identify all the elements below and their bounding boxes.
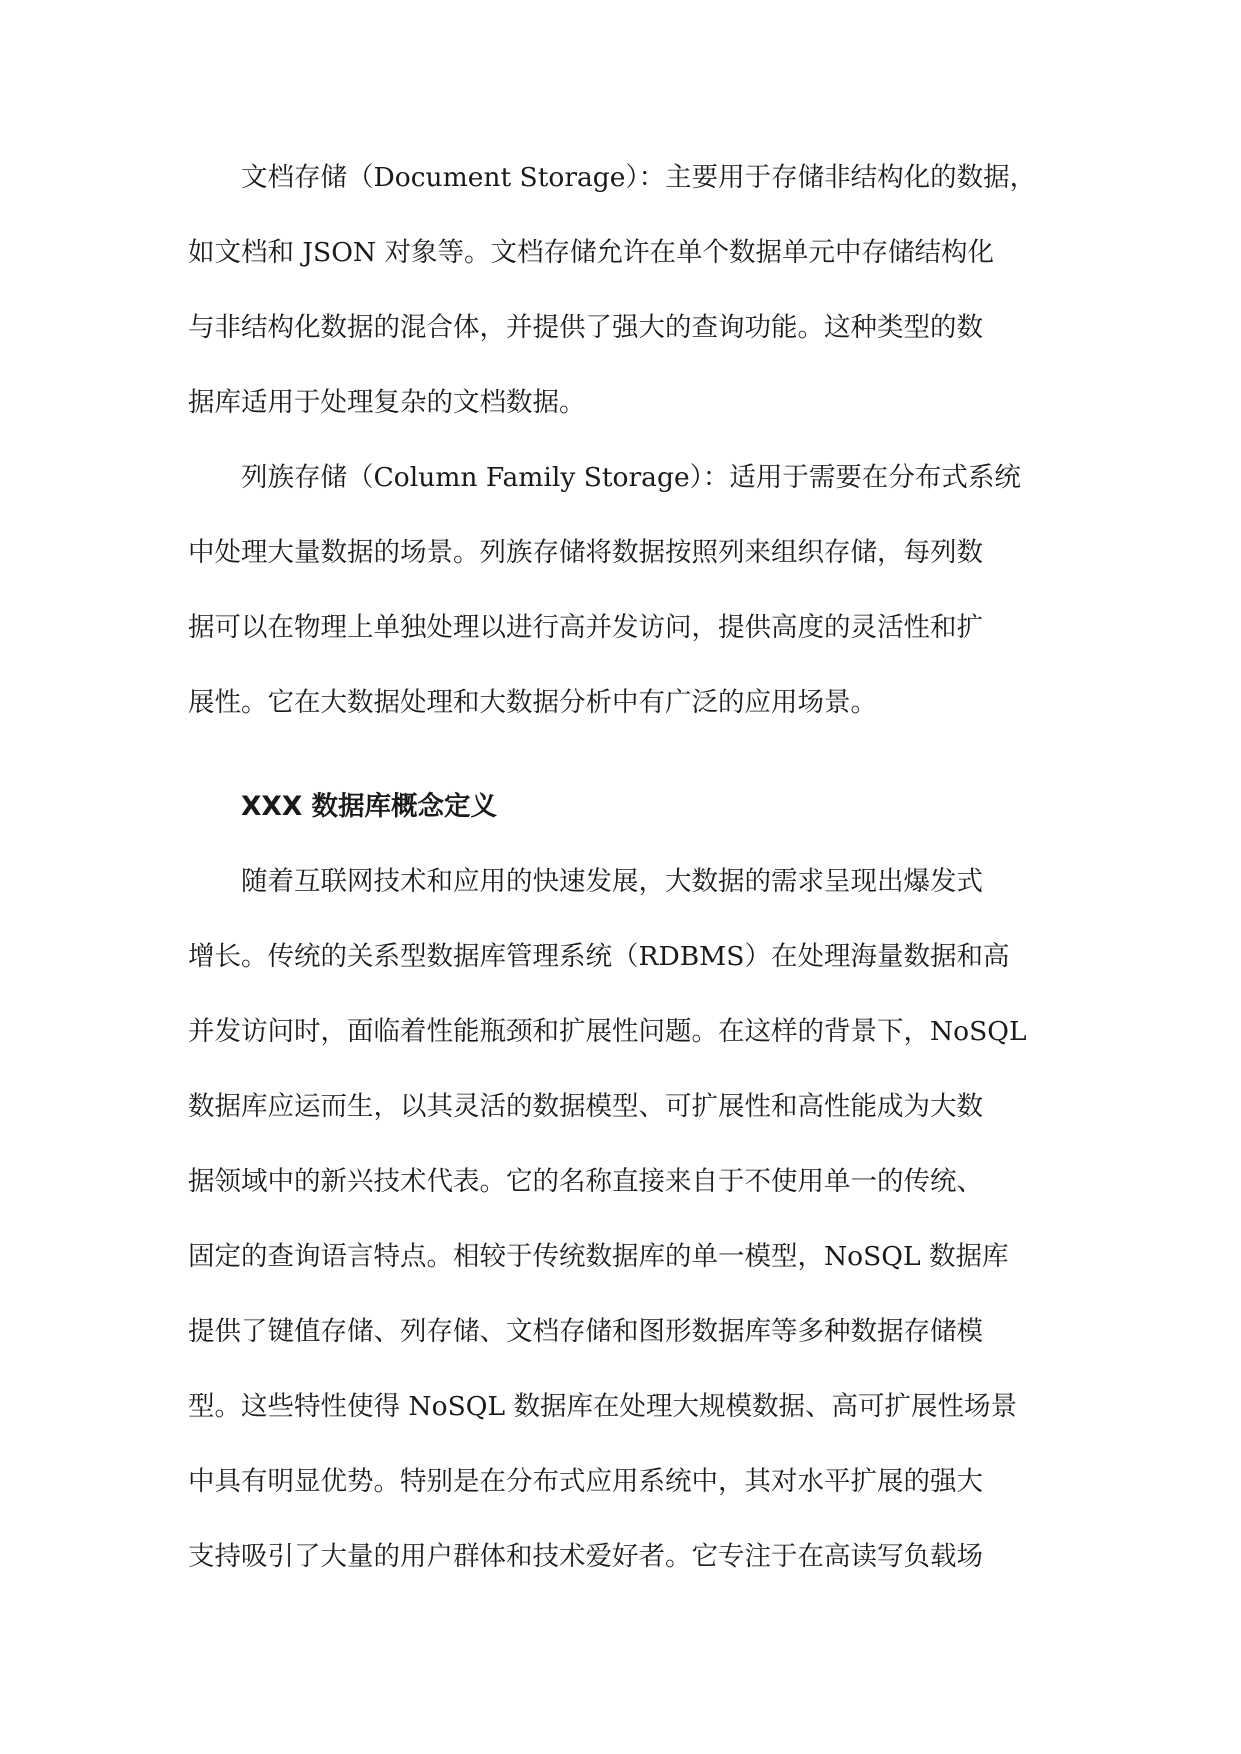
text-line: 随着互联网技术和应用的快速发展，大数据的需求呈现出爆发式 (241, 866, 983, 897)
text-line: 如文档和 JSON 对象等。文档存储允许在单个数据单元中存储结构化 (188, 237, 995, 268)
text-line: 增长。传统的关系型数据库管理系统（RDBMS）在处理海量数据和高 (188, 941, 1010, 972)
paragraph-nosql-definition (188, 844, 1063, 1594)
text-line: 数据库应运而生，以其灵活的数据模型、可扩展性和高性能成为大数 (188, 1091, 983, 1122)
text-line: 列族存储（Column Family Storage）：适用于需要在分布式系统 (241, 462, 1021, 493)
text-line: 据可以在物理上单独处理以进行高并发访问，提供高度的灵活性和扩 (188, 612, 983, 643)
text-line: 固定的查询语言特点。相较于传统数据库的单一模型，NoSQL 数据库 (188, 1241, 1009, 1272)
text-line: 与非结构化数据的混合体，并提供了强大的查询功能。这种类型的数 (188, 312, 983, 343)
paragraph-document-storage (188, 140, 1063, 440)
text-line: 提供了键值存储、列存储、文档存储和图形数据库等多种数据存储模 (188, 1316, 983, 1347)
text-line: 据库适用于处理复杂的文档数据。 (188, 387, 586, 418)
paragraph-column-family-storage (188, 440, 1063, 740)
text-line: 中具有明显优势。特别是在分布式应用系统中，其对水平扩展的强大 (188, 1466, 983, 1497)
text-line: 并发访问时，面临着性能瓶颈和扩展性问题。在这样的背景下，NoSQL (188, 1016, 1027, 1047)
text-line: 文档存储（Document Storage）：主要用于存储非结构化的数据， (241, 162, 1037, 193)
text-line: 中处理大量数据的场景。列族存储将数据按照列来组织存储，每列数 (188, 537, 983, 568)
text-line: 支持吸引了大量的用户群体和技术爱好者。它专注于在高读写负载场 (188, 1541, 983, 1572)
text-line: 型。这些特性使得 NoSQL 数据库在处理大规模数据、高可扩展性场景 (188, 1391, 1017, 1422)
text-line: 展性。它在大数据处理和大数据分析中有广泛的应用场景。 (188, 687, 877, 718)
text-line: 据领域中的新兴技术代表。它的名称直接来自于不使用单一的传统、 (188, 1166, 983, 1197)
section-heading: XXX 数据库概念定义 (241, 791, 498, 822)
document-body (188, 140, 1063, 1594)
